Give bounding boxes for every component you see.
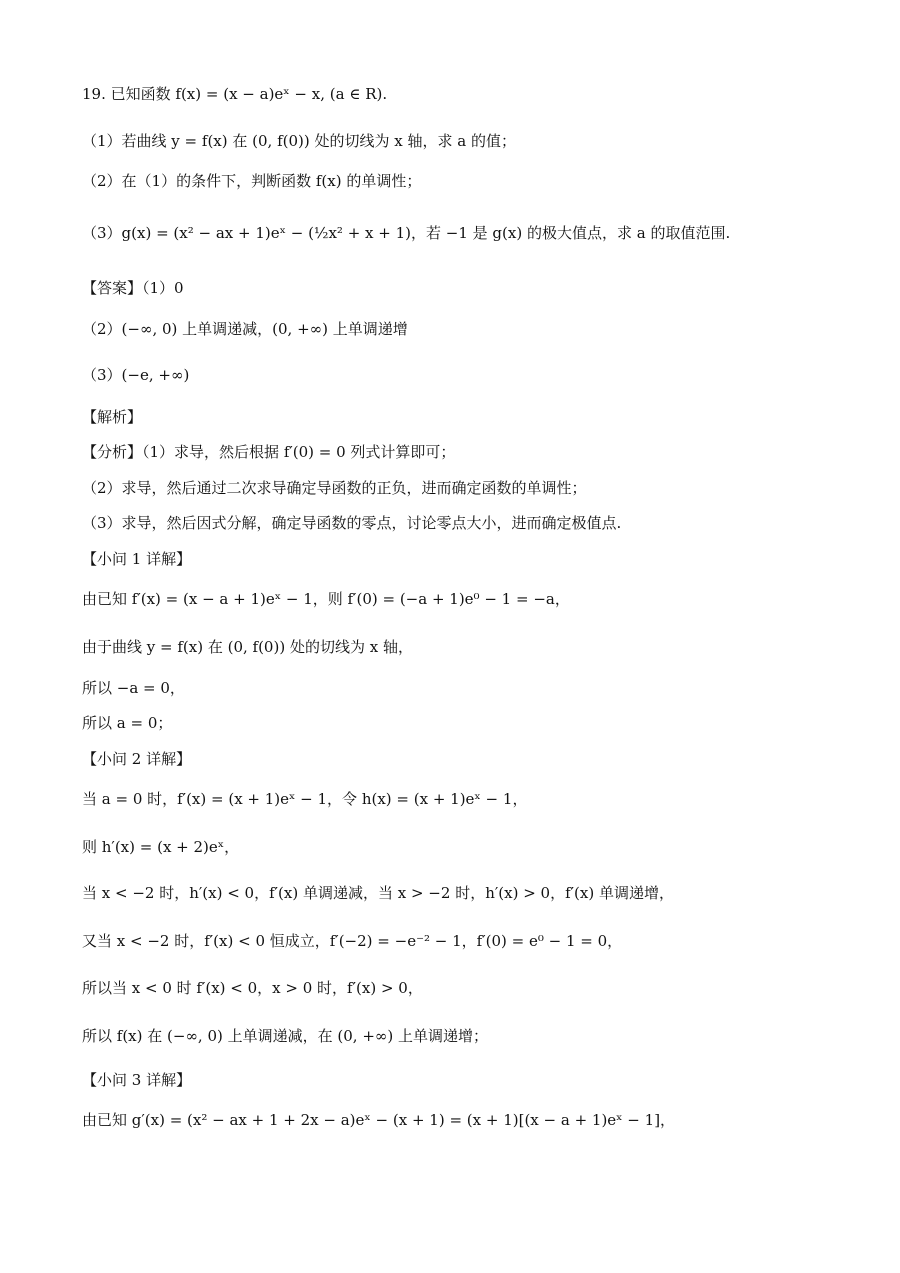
analysis-heading: 【解析】 (82, 408, 143, 426)
part-1-line-1: 由已知 f′(x) = (x − a + 1)eˣ − 1，则 f′(0) = (−a + 1)e⁰ − 1 = −a， (82, 590, 570, 608)
question-2: （2）在（1）的条件下，判断函数 f(x) 的单调性； (82, 172, 422, 190)
problem-stem: 19. 已知函数 f(x) = (x − a)eˣ − x, (a ∈ R). (82, 85, 388, 103)
part-2-heading: 【小问 2 详解】 (82, 750, 192, 768)
analysis-step-2: （2）求导，然后通过二次求导确定导函数的正负，进而确定函数的单调性； (82, 479, 587, 497)
part-2-line-3: 当 x < −2 时，h′(x) < 0，f′(x) 单调递减，当 x > −2 时，h′(x) > 0，f′(x) 单调递增， (82, 884, 674, 902)
part-2-line-5: 所以当 x < 0 时 f′(x) < 0，x > 0 时，f′(x) > 0， (82, 979, 423, 997)
part-2-line-6: 所以 f(x) 在 (−∞, 0) 上单调递减，在 (0, +∞) 上单调递增； (82, 1027, 489, 1045)
part-3-line-1: 由已知 g′(x) = (x² − ax + 1 + 2x − a)eˣ − (x + 1) = (x + 1)[(x − a + 1)eˣ − 1]， (82, 1111, 676, 1129)
question-1: （1）若曲线 y = f(x) 在 (0, f(0)) 处的切线为 x 轴，求 a 的值； (82, 132, 516, 150)
part-2-line-1: 当 a = 0 时，f′(x) = (x + 1)eˣ − 1，令 h(x) = (x + 1)eˣ − 1， (82, 790, 528, 808)
part-1-line-4: 所以 a = 0； (82, 714, 173, 732)
question-3: （3）g(x) = (x² − ax + 1)eˣ − (½x² + x + 1)，若 −1 是 g(x) 的极大值点，求 a 的取值范围. (82, 224, 731, 242)
part-1-line-3: 所以 −a = 0， (82, 679, 185, 697)
part-2-line-4: 又当 x < −2 时，f′(x) < 0 恒成立，f′(−2) = −e⁻² − 1，f′(0) = e⁰ − 1 = 0， (82, 932, 623, 950)
analysis-step-3: （3）求导，然后因式分解，确定导函数的零点，讨论零点大小，进而确定极值点. (82, 514, 622, 532)
answer-1: 【答案】（1）0 (82, 279, 184, 297)
analysis-step-1: 【分析】（1）求导，然后根据 f′(0) = 0 列式计算即可； (82, 443, 456, 461)
answer-3: （3）(−e, +∞) (82, 366, 190, 384)
part-1-line-2: 由于曲线 y = f(x) 在 (0, f(0)) 处的切线为 x 轴， (82, 638, 413, 656)
part-2-line-2: 则 h′(x) = (x + 2)eˣ， (82, 838, 240, 856)
answer-2: （2）(−∞, 0) 上单调递减，(0, +∞) 上单调递增 (82, 320, 408, 338)
part-1-heading: 【小问 1 详解】 (82, 550, 192, 568)
part-3-heading: 【小问 3 详解】 (82, 1071, 192, 1089)
